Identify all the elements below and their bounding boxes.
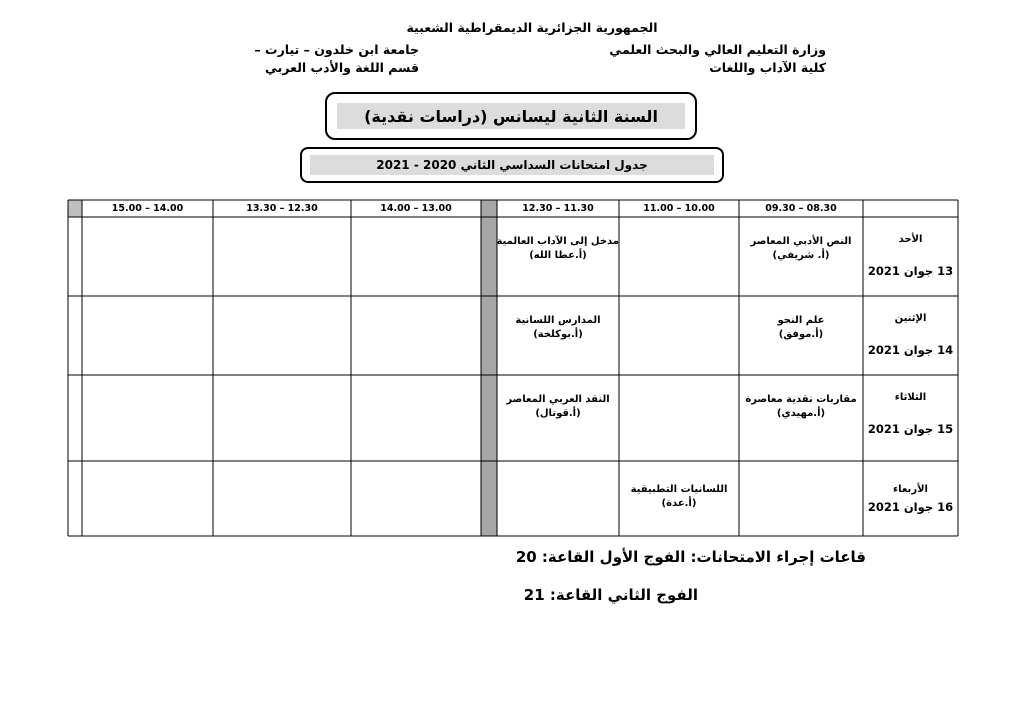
exam-subject: النقد العربي المعاصر <box>506 394 610 405</box>
exam-teacher: (أ.موفق) <box>778 329 824 340</box>
exam-cell <box>739 393 863 421</box>
day-name: الثلاثاء <box>894 392 927 403</box>
header-ministry: وزارة التعليم العالي والبحث العلمي <box>609 42 826 57</box>
day-cell <box>863 391 958 437</box>
time-slot-header: 12.30 – 11.30 <box>522 203 594 214</box>
header-faculty: كلية الآداب واللغات <box>709 60 826 75</box>
exam-teacher: (أ.عدة) <box>661 498 697 509</box>
day-cell <box>863 483 958 515</box>
rooms-line-2: الفوج الثاني القاعة: 21 <box>523 586 698 604</box>
rooms-line-1: قاعات إجراء الامتحانات: الفوج الأول القاعة: 20 <box>515 548 866 566</box>
time-slot-header: 15.00 – 14.00 <box>111 203 184 214</box>
exam-subject: المدارس اللسانية <box>515 315 601 326</box>
day-name: الأحد <box>898 234 923 245</box>
exam-cell <box>739 314 863 342</box>
header-republic: الجمهورية الجزائرية الديمقراطية الشعبية <box>406 20 658 35</box>
day-name: الأربعاء <box>893 484 928 495</box>
time-slot-header: 09.30 – 08.30 <box>765 203 837 214</box>
exam-cell <box>497 235 619 263</box>
header-university: جامعة ابن خلدون – تيارت – <box>254 42 419 57</box>
exam-subject: اللسانيات التطبيقية <box>630 484 728 495</box>
exam-teacher: (أ.مهيدي) <box>776 408 826 419</box>
day-date: 15 جوان 2021 <box>867 422 954 436</box>
exam-teacher: (أ.عطا الله) <box>529 250 587 261</box>
page-subtitle: جدول امتحانات السداسي الثاني 2020 - 2021 <box>310 155 714 175</box>
time-slot-header: 11.00 – 10.00 <box>643 203 715 214</box>
day-cell <box>863 233 958 279</box>
exam-cell <box>739 235 863 263</box>
exam-teacher: (أ.قوتال) <box>535 408 581 419</box>
day-date: 14 جوان 2021 <box>867 343 954 357</box>
header-narrow-cell <box>68 200 82 217</box>
exam-subject: مقاربات نقدية معاصرة <box>745 394 857 405</box>
page-title: السنة الثانية ليسانس (دراسات نقدية) <box>337 103 685 129</box>
exam-cell <box>497 314 619 342</box>
break-column <box>481 200 497 536</box>
day-name: الإثنين <box>894 313 927 324</box>
exam-teacher: (أ.بوكلخة) <box>533 329 583 340</box>
day-date: 16 جوان 2021 <box>867 500 954 514</box>
time-slot-header: 14.00 – 13.00 <box>380 203 452 214</box>
exam-cell <box>497 393 619 421</box>
day-cell <box>863 312 958 358</box>
exam-subject: النص الأدبي المعاصر <box>750 236 852 247</box>
exam-subject: علم النحو <box>777 315 825 326</box>
header-department: قسم اللغة والأدب العربي <box>265 60 419 75</box>
exam-subject: مدخل إلى الآداب العالمية <box>496 236 619 247</box>
exam-cell <box>619 483 739 511</box>
day-date: 13 جوان 2021 <box>867 264 954 278</box>
exam-teacher: (أ. شريفي) <box>772 250 830 261</box>
time-slot-header: 13.30 – 12.30 <box>246 203 318 214</box>
